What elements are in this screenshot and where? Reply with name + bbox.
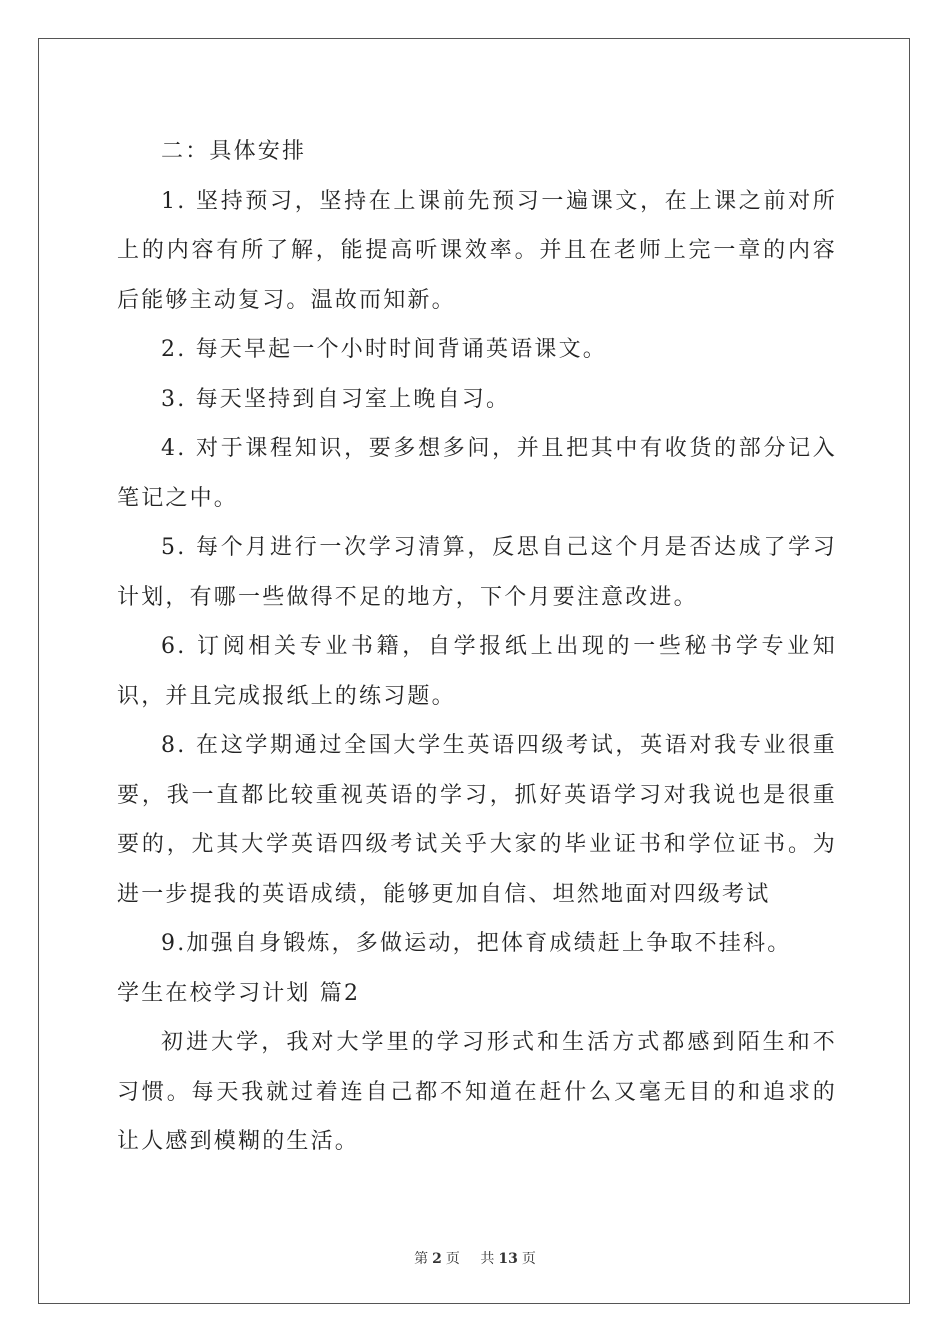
paragraph-section-title: 二：具体安排 xyxy=(161,139,307,164)
current-page: 2 xyxy=(432,1251,442,1267)
paragraph-item-6: 6. 订阅相关专业书籍，自学报纸上出现的一些秘书学专业知识，并且完成报纸上的练习题。 xyxy=(117,634,837,709)
document-body xyxy=(117,127,837,1167)
paragraph-item-1: 1. 坚持预习，坚持在上课前先预习一遍课文，在上课之前对所上的内容有所了解，能提高听课效率。并且在老师上完一章的内容后能够主动复习。温故而知新。 xyxy=(117,188,837,313)
page-prefix: 第 xyxy=(414,1251,429,1267)
total-prefix: 共 xyxy=(480,1251,495,1267)
paragraph-item-3: 3. 每天坚持到自习室上晚自习。 xyxy=(161,386,511,412)
paragraph-intro: 初进大学，我对大学里的学习形式和生活方式都感到陌生和不习惯。每天我就过着连自己都不知道在赶什么又毫无目的和追求的让人感到模糊的生活。 xyxy=(117,1030,837,1154)
total-suffix: 页 xyxy=(521,1251,536,1267)
paragraph-item-9: 9.加强自身锻炼，多做运动，把体育成绩赶上争取不挂科。 xyxy=(161,931,792,956)
paragraph-item-4: 4. 对于课程知识，要多想多问，并且把其中有收货的部分记入笔记之中。 xyxy=(117,436,837,511)
page-number xyxy=(410,1251,464,1267)
page-suffix: 页 xyxy=(445,1251,460,1267)
page-footer xyxy=(0,1248,950,1268)
paragraph-item-5: 5. 每个月进行一次学习清算，反思自己这个月是否达成了学习计划，有哪一些做得不足的地方，下个月要注意改进。 xyxy=(117,535,837,610)
paragraph-item-2: 2. 每天早起一个小时时间背诵英语课文。 xyxy=(161,337,607,362)
page-total xyxy=(476,1251,539,1267)
paragraph-item-8: 8. 在这学期通过全国大学生英语四级考试，英语对我专业很重要，我一直都比较重视英语的学习，抓好英语学习对我说也是很重要的，尤其大学英语四级考试关乎大家的毕业证书和学位证书。为进一步提我的英语成绩，能够更加自信、坦然地面对四级考试 xyxy=(117,733,837,907)
total-pages: 13 xyxy=(498,1251,518,1267)
section-heading: 学生在校学习计划 篇2 xyxy=(117,980,361,1006)
